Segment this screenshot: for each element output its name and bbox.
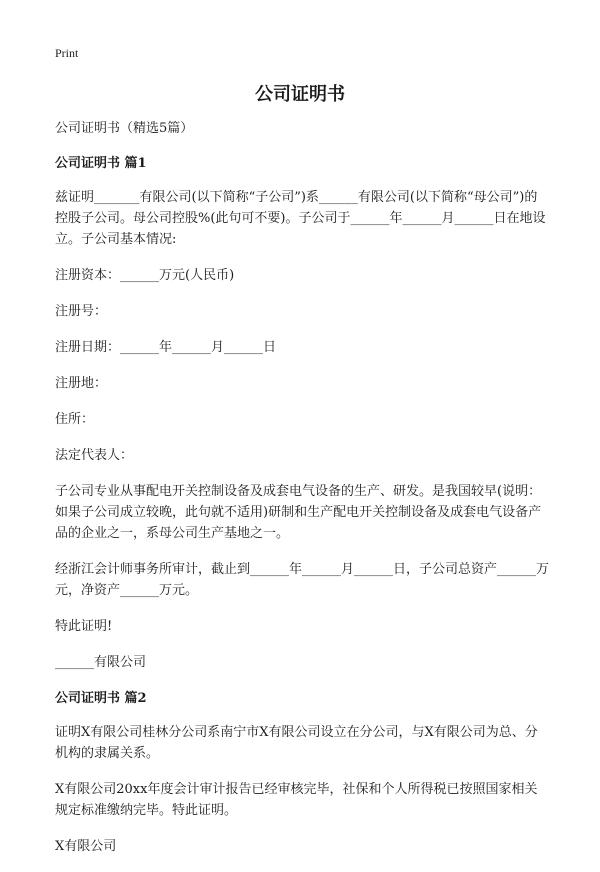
registration-place: 注册地：	[55, 376, 108, 391]
certify-statement: 特此证明!	[55, 619, 113, 634]
company-address: 住所：	[55, 412, 95, 427]
section-heading-2: 公司证明书 篇2	[55, 691, 147, 706]
section2-signature: X有限公司	[55, 839, 117, 854]
registration-number: 注册号：	[55, 304, 108, 319]
document-subtitle: 公司证明书（精选5篇）	[55, 121, 194, 136]
registered-capital: 注册资本：______万元(人民币)	[55, 268, 235, 283]
registration-date: 注册日期：______年______月______日	[55, 340, 277, 355]
page-title: 公司证明书	[255, 84, 345, 105]
section2-para1: 证明X有限公司桂林分公司系南宁市X有限公司设立在分公司，与X有限公司为总、分机构的隶属关系。	[55, 725, 538, 761]
section2-para2: X有限公司20xx年度会计审计报告已经审核完毕，社保和个人所得税已按照国家相关规定标准缴纳完毕。特此证明。	[55, 782, 538, 818]
section1-signature: ______有限公司	[55, 655, 147, 670]
section1-intro: 兹证明_______有限公司(以下简称“子公司”)系______有限公司(以下简称“母公司”)的控股子公司。母公司控股%(此句可不要)。子公司于______年______月______日在地设立。子公司基本情况:	[55, 190, 546, 247]
audit-statement: 经浙江会计师事务所审计，截止到______年______月______日，子公司总资产______万元，净资产______万元。	[55, 562, 550, 598]
legal-representative: 法定代表人：	[55, 448, 134, 463]
print-link[interactable]: Print	[55, 46, 79, 60]
business-description: 子公司专业从事配电开关控制设备及成套电气设备的生产、研发。是我国较早(说明：如果子公司成立较晚，此句就不适用)研制和生产配电开关控制设备及成套电气设备产品的企业之一，系母公司生产基地之一。	[55, 484, 542, 541]
document-body	[55, 118, 550, 872]
section-heading-1: 公司证明书 篇1	[55, 156, 147, 171]
